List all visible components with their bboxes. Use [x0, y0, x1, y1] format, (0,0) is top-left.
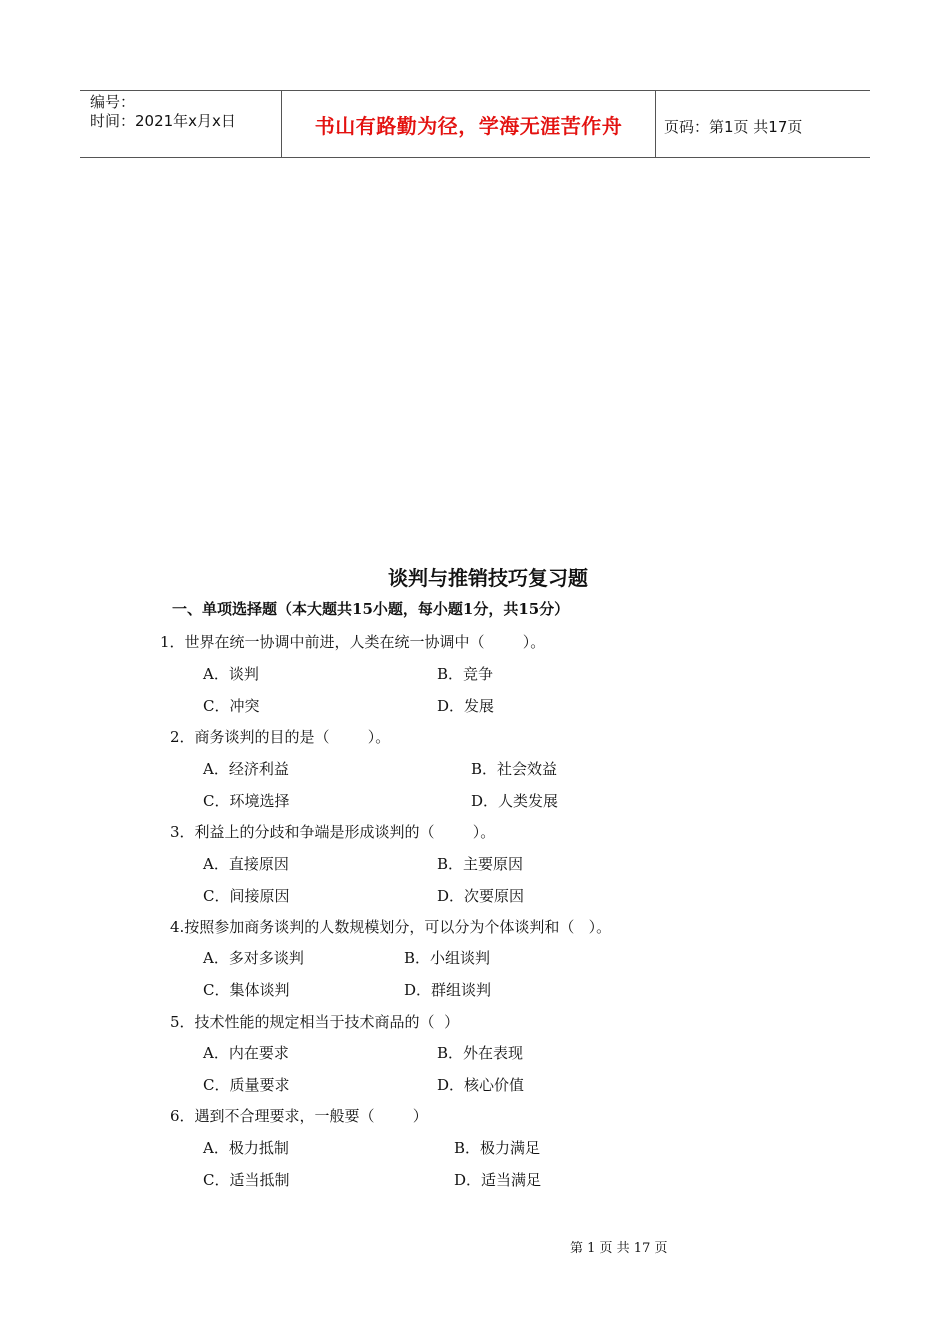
option-6b: B．极力满足	[454, 1139, 541, 1157]
question-1: 1．世界在统一协调中前进，人类在统一协调中（ ）。	[160, 633, 546, 651]
header-top-rule	[80, 90, 870, 91]
option-5a: A．内在要求	[203, 1044, 289, 1062]
option-1d: D．发展	[437, 697, 495, 715]
option-3a: A．直接原因	[203, 855, 289, 873]
option-4c: C．集体谈判	[203, 981, 290, 999]
option-1a: A．谈判	[203, 665, 259, 683]
document-title: 谈判与推销技巧复习题	[388, 566, 588, 590]
question-6: 6．遇到不合理要求，一般要（ ）	[170, 1107, 428, 1125]
time-label: 时间：2021年x月x日	[90, 112, 236, 130]
option-1b: B．竞争	[437, 665, 494, 683]
serial-number-label: 编号：	[90, 93, 136, 111]
option-6c: C．适当抵制	[203, 1171, 290, 1189]
question-5: 5．技术性能的规定相当于技术商品的（ ）	[170, 1013, 460, 1031]
page-footer: 第 1 页 共 17 页	[570, 1241, 668, 1256]
question-3: 3．利益上的分歧和争端是形成谈判的（ ）。	[170, 823, 496, 841]
option-4d: D．群组谈判	[404, 981, 492, 999]
option-4a: A．多对多谈判	[203, 949, 304, 967]
option-2b: B．社会效益	[471, 760, 558, 778]
option-2a: A．经济利益	[203, 760, 289, 778]
option-5d: D．核心价值	[437, 1076, 525, 1094]
option-2c: C．环境选择	[203, 792, 290, 810]
header-divider-right	[655, 90, 656, 158]
option-5b: B．外在表现	[437, 1044, 524, 1062]
question-2: 2．商务谈判的目的是（ ）。	[170, 728, 391, 746]
option-3b: B．主要原因	[437, 855, 524, 873]
header-page-info: 页码：第1页 共17页	[664, 118, 803, 136]
header-meta	[90, 93, 236, 131]
section-heading: 一、单项选择题（本大题共15小题，每小题1分，共15分）	[172, 600, 570, 618]
option-2d: D．人类发展	[471, 792, 559, 810]
option-3c: C．间接原因	[203, 887, 290, 905]
header-bottom-rule	[80, 157, 870, 158]
option-5c: C．质量要求	[203, 1076, 290, 1094]
header-motto: 书山有路勤为径，学海无涯苦作舟	[314, 114, 623, 138]
option-6d: D．适当满足	[454, 1171, 542, 1189]
option-6a: A．极力抵制	[203, 1139, 289, 1157]
question-4: 4.按照参加商务谈判的人数规模划分，可以分为个体谈判和（ ）。	[170, 918, 612, 936]
option-3d: D．次要原因	[437, 887, 525, 905]
option-1c: C．冲突	[203, 697, 260, 715]
option-4b: B．小组谈判	[404, 949, 491, 967]
